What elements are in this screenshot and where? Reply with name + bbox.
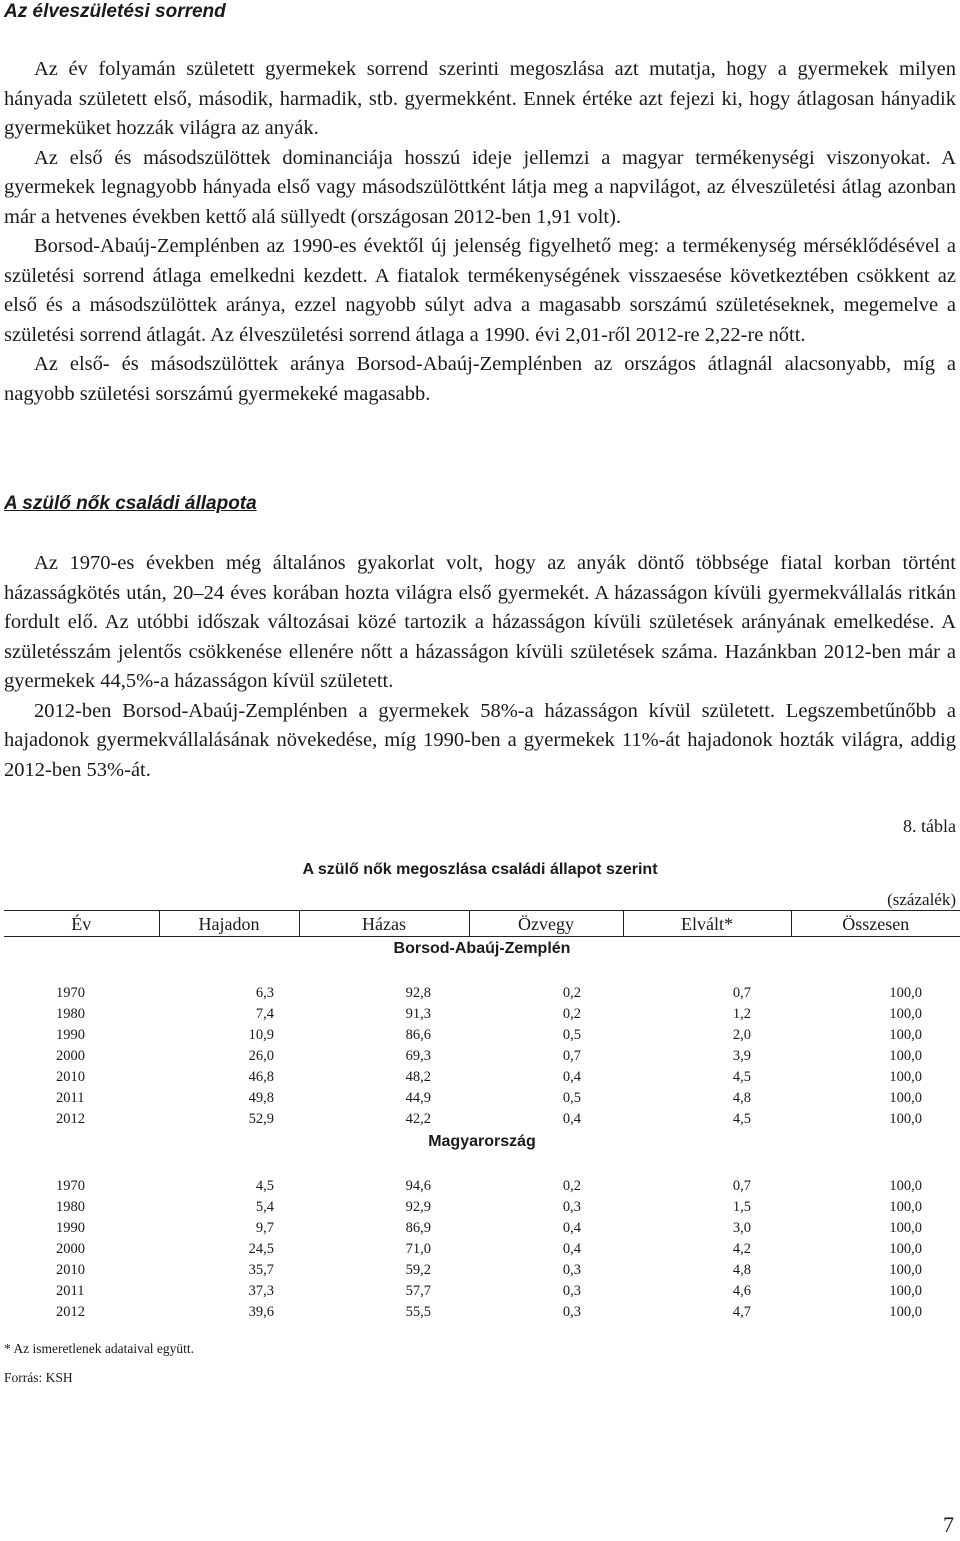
paragraph: Az 1970-es években még általános gyakorlat volt, hogy az anyák döntő többsége fiatal korban történt házasságkötés után, 20–24 éves korában hozta világra első gyermekét. A házasságon kívüli gyermekvállalás ritkán fordult elő. Az utóbbi időszak változásai közé tartozik a házasságon kívüli születések arányának emelkedése. A születésszám jelentős csökkenése ellenére nőtt a házasságon kívüli születések száma. Hazánkban 2012-ben már a gyermekek 44,5%-a házasságon kívül született. [4, 552, 956, 692]
table-row [4, 1004, 960, 1025]
value-cell: 0,2 [562, 1178, 581, 1194]
value-cell: 9,7 [255, 1220, 274, 1236]
table-row [4, 1176, 960, 1197]
value-cell: 0,3 [562, 1283, 581, 1299]
section-heading-birth-order: Az élveszületési sorrend [4, 1, 226, 22]
value-cell: 0,7 [562, 1048, 581, 1064]
table-source: Forrás: KSH [4, 1370, 73, 1385]
value-cell: 35,7 [248, 1262, 274, 1278]
column-header: Özvegy [469, 911, 623, 937]
column-header: Hajadon [159, 911, 299, 937]
value-cell: 5,4 [255, 1199, 274, 1215]
value-cell: 4,6 [732, 1283, 751, 1299]
value-cell: 100,0 [889, 1220, 922, 1236]
year-cell: 2012 [56, 1304, 85, 1320]
table-row [4, 1046, 960, 1067]
value-cell: 0,4 [562, 1220, 581, 1236]
table-number-label: 8. tábla [903, 816, 956, 836]
value-cell: 92,9 [405, 1199, 431, 1215]
value-cell: 4,7 [732, 1304, 751, 1320]
value-cell: 55,5 [405, 1304, 431, 1320]
value-cell: 100,0 [889, 1069, 922, 1085]
page-number: 7 [943, 1512, 954, 1537]
value-cell: 1,2 [732, 1006, 751, 1022]
year-cell: 1970 [56, 1178, 85, 1194]
value-cell: 42,2 [405, 1111, 431, 1127]
section-body-marital-status [4, 549, 956, 785]
year-cell: 1990 [56, 1027, 85, 1043]
table-spacer-row [4, 961, 960, 983]
table-row [4, 1109, 960, 1130]
paragraph: Az első és másodszülöttek dominanciája hosszú ideje jellemzi a magyar termékenységi viszonyokat. A gyermekek legnagyobb hányada első vagy másodszülöttként látja meg a napvilágot, az élveszületési átlag azonban már a hetvenes években kettő alá süllyedt (országosan 2012-ben 1,91 volt). [4, 146, 956, 228]
value-cell: 100,0 [889, 1048, 922, 1064]
value-cell: 0,5 [562, 1090, 581, 1106]
value-cell: 92,8 [405, 985, 431, 1001]
paragraph: Az első- és másodszülöttek aránya Borsod-Abaúj-Zemplénben az országos átlagnál alacsonyabb, míg a nagyobb születési sorszámú gyermekeké magasabb. [4, 353, 956, 405]
value-cell: 0,2 [562, 1006, 581, 1022]
year-cell: 2012 [56, 1111, 85, 1127]
table-header-row [4, 911, 960, 937]
table-row [4, 1260, 960, 1281]
spacer-cell [4, 961, 960, 983]
value-cell: 3,0 [732, 1220, 751, 1236]
value-cell: 39,6 [248, 1304, 274, 1320]
year-cell: 2010 [56, 1262, 85, 1278]
value-cell: 4,5 [732, 1111, 751, 1127]
value-cell: 100,0 [889, 1178, 922, 1194]
value-cell: 100,0 [889, 1262, 922, 1278]
column-header: Év [4, 911, 159, 937]
value-cell: 49,8 [248, 1090, 274, 1106]
column-header: Házas [299, 911, 469, 937]
value-cell: 57,7 [405, 1283, 431, 1299]
value-cell: 91,3 [405, 1006, 431, 1022]
value-cell: 71,0 [405, 1241, 431, 1257]
table-spacer-row [4, 1154, 960, 1176]
year-cell: 2000 [56, 1048, 85, 1064]
value-cell: 48,2 [405, 1069, 431, 1085]
table-row [4, 1197, 960, 1218]
table-row [4, 1025, 960, 1046]
value-cell: 0,3 [562, 1262, 581, 1278]
table-title: A szülő nők megoszlása családi állapot szerint [302, 861, 658, 878]
value-cell: 0,4 [562, 1111, 581, 1127]
value-cell: 100,0 [889, 985, 922, 1001]
table-group-row [4, 937, 960, 962]
table-row [4, 1302, 960, 1323]
paragraph: Borsod-Abaúj-Zemplénben az 1990-es évektől új jelenség figyelhető meg: a termékenység mérséklődésével a születési sorrend átlaga emelkedni kezdett. A fiatalok termékenységének visszaesése következtében csökkent az első és a másodszülöttek aránya, ezzel nagyobb súlyt adva a magasabb sorszámú születéseknek, megemelve a születési sorrend átlagát. Az élveszületési sorrend átlaga a 1990. évi 2,01-ről 2012-re 2,22-re nőtt. [4, 235, 956, 346]
value-cell: 4,8 [732, 1090, 751, 1106]
value-cell: 6,3 [255, 985, 274, 1001]
value-cell: 100,0 [889, 1199, 922, 1215]
year-cell: 2011 [56, 1090, 85, 1106]
value-cell: 4,5 [255, 1178, 274, 1194]
paragraph: 2012-ben Borsod-Abaúj-Zemplénben a gyermekek 58%-a házasságon kívül született. Legszembetűnőbb a hajadonok gyermekvállalásának növekedése, míg 1990-ben a gyermekek 11%-át hajadonok hozták világra, addig 2012-ben 53%-át. [4, 699, 956, 781]
table-row [4, 1239, 960, 1260]
table-row [4, 983, 960, 1004]
year-cell: 2010 [56, 1069, 85, 1085]
table-row [4, 1218, 960, 1239]
table-row [4, 1088, 960, 1109]
column-header: Összesen [791, 911, 960, 937]
value-cell: 7,4 [255, 1006, 274, 1022]
value-cell: 100,0 [889, 1241, 922, 1257]
group-label: Borsod-Abaúj-Zemplén [393, 940, 571, 957]
value-cell: 100,0 [889, 1027, 922, 1043]
year-cell: 1990 [56, 1220, 85, 1236]
value-cell: 100,0 [889, 1283, 922, 1299]
year-cell: 1980 [56, 1006, 85, 1022]
value-cell: 44,9 [405, 1090, 431, 1106]
table-group-row [4, 1130, 960, 1154]
value-cell: 0,4 [562, 1241, 581, 1257]
column-header: Elvált* [623, 911, 791, 937]
value-cell: 100,0 [889, 1090, 922, 1106]
value-cell: 0,7 [732, 985, 751, 1001]
value-cell: 46,8 [248, 1069, 274, 1085]
value-cell: 100,0 [889, 1006, 922, 1022]
value-cell: 26,0 [248, 1048, 274, 1064]
value-cell: 0,4 [562, 1069, 581, 1085]
value-cell: 4,2 [732, 1241, 751, 1257]
value-cell: 94,6 [405, 1178, 431, 1194]
section-heading-marital-status: A szülő nők családi állapota [4, 493, 257, 514]
year-cell: 1980 [56, 1199, 85, 1215]
value-cell: 86,6 [405, 1027, 431, 1043]
value-cell: 69,3 [405, 1048, 431, 1064]
spacer-cell [4, 1154, 960, 1176]
value-cell: 1,5 [732, 1199, 751, 1215]
year-cell: 2000 [56, 1241, 85, 1257]
value-cell: 100,0 [889, 1111, 922, 1127]
value-cell: 2,0 [732, 1027, 751, 1043]
marital-status-table [4, 910, 960, 1323]
table-unit: (százalék) [887, 890, 956, 909]
value-cell: 86,9 [405, 1220, 431, 1236]
year-cell: 2011 [56, 1283, 85, 1299]
value-cell: 3,9 [732, 1048, 751, 1064]
value-cell: 0,5 [562, 1027, 581, 1043]
value-cell: 10,9 [248, 1027, 274, 1043]
value-cell: 24,5 [248, 1241, 274, 1257]
year-cell: 1970 [56, 985, 85, 1001]
table-row [4, 1281, 960, 1302]
value-cell: 0,3 [562, 1304, 581, 1320]
value-cell: 4,8 [732, 1262, 751, 1278]
group-label: Magyarország [428, 1133, 536, 1150]
table-row [4, 1067, 960, 1088]
paragraph: Az év folyamán született gyermekek sorrend szerinti megoszlása azt mutatja, hogy a gyermekek milyen hányada született első, második, harmadik, stb. gyermekként. Ennek értéke azt fejezi ki, hogy átlagosan hányadik gyermeküket hozzák világra az anyák. [4, 58, 956, 139]
table-footnote: * Az ismeretlenek adataival együtt. [4, 1341, 195, 1356]
value-cell: 100,0 [889, 1304, 922, 1320]
value-cell: 4,5 [732, 1069, 751, 1085]
value-cell: 0,2 [562, 985, 581, 1001]
value-cell: 0,3 [562, 1199, 581, 1215]
value-cell: 0,7 [732, 1178, 751, 1194]
value-cell: 52,9 [248, 1111, 274, 1127]
value-cell: 59,2 [405, 1262, 431, 1278]
section-body-birth-order [4, 55, 956, 409]
value-cell: 37,3 [248, 1283, 274, 1299]
